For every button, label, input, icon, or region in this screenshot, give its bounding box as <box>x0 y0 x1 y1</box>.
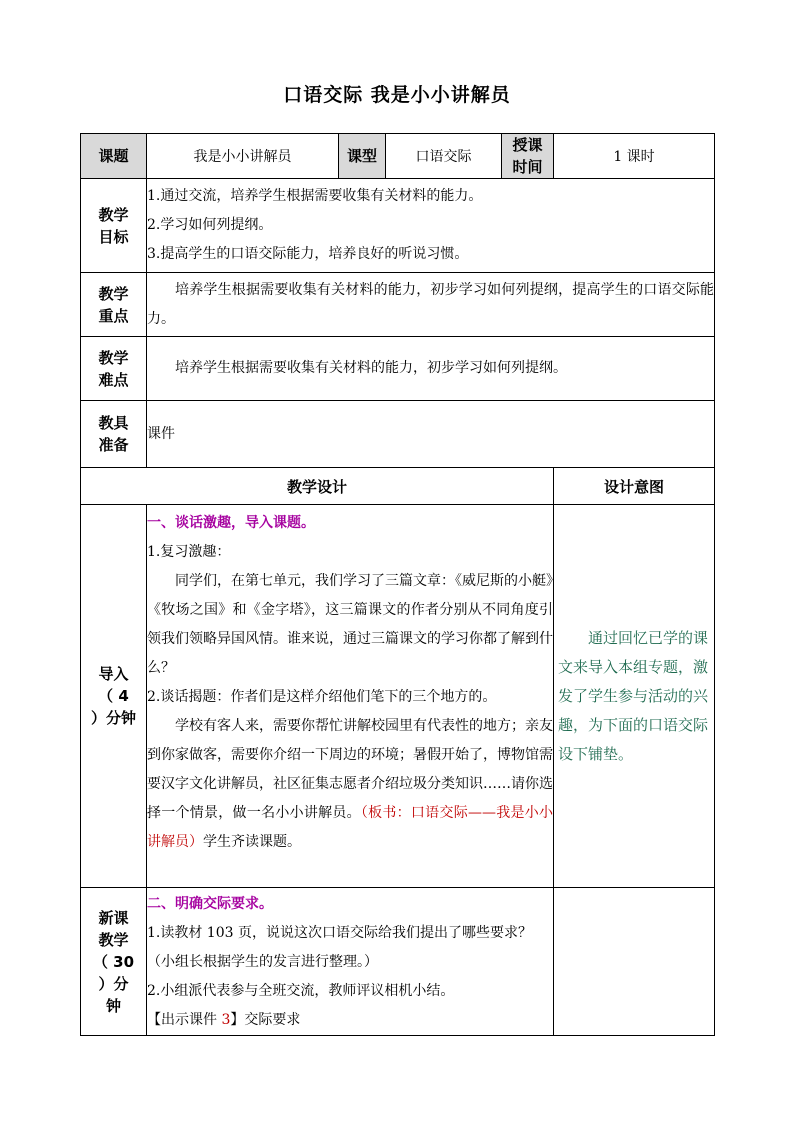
key-points-row <box>81 273 715 337</box>
type-value: 口语交际 <box>386 134 502 179</box>
goals-label-2: 目标 <box>98 227 129 246</box>
intro-step-2: 2.谈话揭题：作者们是这样介绍他们笔下的三个地方的。 <box>147 689 497 705</box>
key-points-label-1: 教学 <box>98 284 129 303</box>
hours-label <box>502 134 554 179</box>
goals-label <box>81 179 147 273</box>
tools-label-1: 教具 <box>98 414 129 432</box>
tools-label-2: 准备 <box>98 436 129 454</box>
blackboard-note: （板书：口语交际——我是小小讲解员） <box>147 805 554 850</box>
column-header-row <box>81 468 715 505</box>
goals-content <box>147 179 715 273</box>
new-lesson-heading: 二、明确交际要求。 <box>147 896 273 912</box>
goal-item: 1.通过交流，培养学生根据需要收集有关材料的能力。 <box>147 188 483 204</box>
goals-label-1: 教学 <box>98 205 129 224</box>
intro-label-3: ）分钟 <box>90 709 136 727</box>
goal-item: 2.学习如何列提纲。 <box>147 217 273 233</box>
lesson-plan-table <box>80 133 715 1036</box>
intro-paragraph-2-text: 学校有客人来，需要你帮忙讲解校园里有代表性的地方；亲友到你家做客，需要你介绍一下周边的环境；暑假开始了，博物馆需要汉字文化讲解员，社区征集志愿者介绍垃圾分类知识……请你选择一个情景，做一名小小讲解员。 <box>147 718 553 821</box>
difficulties-label-2: 难点 <box>98 370 129 389</box>
new-lesson-label-5: 钟 <box>105 996 121 1015</box>
intro-row <box>81 505 715 888</box>
new-lesson-row <box>81 888 715 1036</box>
new-lesson-label <box>81 888 147 1036</box>
topic-value: 我是小小讲解员 <box>147 134 339 179</box>
hours-label-1: 授课 <box>512 136 543 154</box>
courseware-number: 3 <box>217 1012 231 1028</box>
intro-heading: 一、谈话激趣，导入课题。 <box>147 515 315 531</box>
difficulties-text: 培养学生根据需要收集有关材料的能力，初步学习如何列提纲。 <box>175 360 567 376</box>
intro-label <box>81 505 147 888</box>
new-lesson-content <box>147 888 554 1036</box>
design-column-header: 教学设计 <box>81 468 554 505</box>
type-label: 课型 <box>339 134 386 179</box>
intro-paragraph-2-end: 学生齐读课题。 <box>203 834 301 850</box>
new-lesson-label-1: 新课 <box>98 908 129 927</box>
key-points-content <box>147 273 715 337</box>
intro-paragraph-2 <box>147 712 553 857</box>
goal-item: 3.提高学生的口语交际能力，培养良好的听说习惯。 <box>147 246 469 262</box>
key-points-label <box>81 273 147 337</box>
intro-intent-text: 通过回忆已学的课文来导入本组专题，激发了学生参与活动的兴趣，为下面的口语交际设下铺垫。 <box>558 628 709 763</box>
tools-content: 课件 <box>147 401 715 468</box>
hours-value: 1 课时 <box>554 134 715 179</box>
intro-label-1: 导入 <box>98 665 129 683</box>
tools-row <box>81 401 715 468</box>
difficulties-label <box>81 337 147 401</box>
key-points-label-2: 重点 <box>98 306 129 325</box>
courseware-prefix: 【出示课件 <box>147 1012 217 1028</box>
courseware-suffix: 】交际要求 <box>230 1012 301 1028</box>
new-lesson-step-1: 1.读教材 103 页，说说这次口语交际给我们提出了哪些要求？（小组长根据学生的发言进行整理。） <box>147 925 532 970</box>
new-lesson-label-3: （ 30 <box>92 952 135 971</box>
difficulties-content <box>147 337 715 401</box>
hours-label-2: 时间 <box>512 158 543 176</box>
tools-label <box>81 401 147 468</box>
intro-label-2: （ 4 <box>98 687 129 705</box>
new-lesson-step-2: 2.小组派代表参与全班交流，教师评议相机小结。 <box>147 983 455 999</box>
new-lesson-label-4: ）分 <box>98 974 129 993</box>
intent-column-header: 设计意图 <box>554 468 715 505</box>
new-lesson-label-2: 教学 <box>98 930 129 949</box>
topic-label: 课题 <box>81 134 147 179</box>
intro-step-1: 1.复习激趣： <box>147 544 231 560</box>
difficulties-label-1: 教学 <box>98 348 129 367</box>
key-points-text: 培养学生根据需要收集有关材料的能力，初步学习如何列提纲，提高学生的口语交际能力。 <box>147 281 715 327</box>
courseware-note <box>147 1006 553 1035</box>
page-title: 口语交际 我是小小讲解员 <box>283 84 511 106</box>
intro-intent <box>554 505 715 888</box>
difficulties-row <box>81 337 715 401</box>
intro-paragraph-1: 同学们，在第七单元，我们学习了三篇文章：《威尼斯的小艇》《牧场之国》和《金字塔》，这三篇课文的作者分别从不同角度引领我们领略异国风情。谁来说，通过三篇课文的学习你都了解到什么？ <box>147 573 553 676</box>
intro-content <box>147 505 554 888</box>
new-lesson-intent <box>554 888 715 1036</box>
info-row <box>81 134 715 179</box>
goals-row <box>81 179 715 273</box>
